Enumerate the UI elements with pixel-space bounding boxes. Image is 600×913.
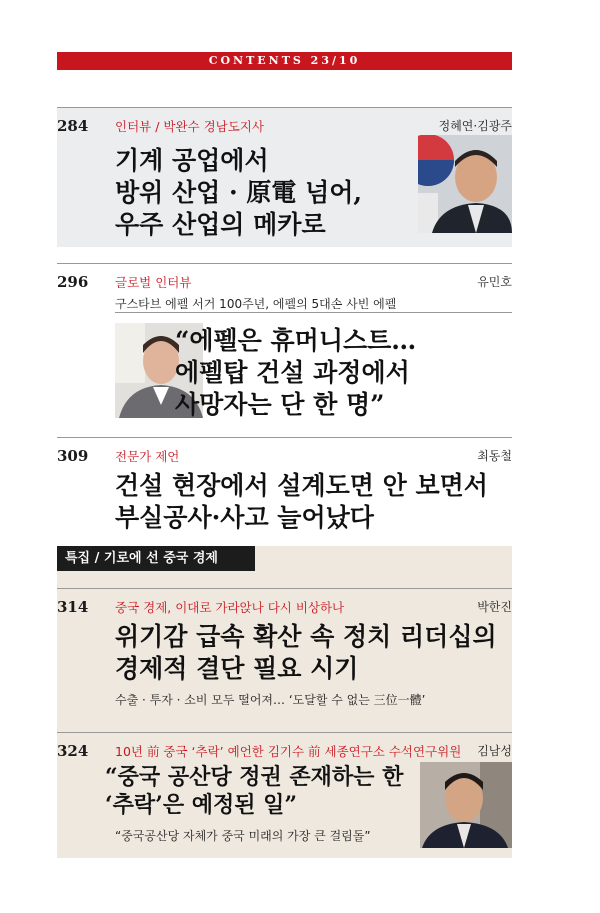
toc-entry-314[interactable] [57, 588, 512, 728]
kicker: 10년 前 중국 ‘추락’ 예언한 김기수 前 세종연구소 수석연구위원 [115, 744, 462, 759]
page-number: 324 [57, 742, 89, 760]
toc-entry-296[interactable] [57, 263, 512, 433]
headline-line: 경제적 결단 필요 시기 [115, 654, 359, 683]
headline-line: 사망자는 단 한 명” [175, 390, 385, 419]
portrait-photo [420, 762, 512, 848]
headline [105, 763, 403, 819]
author: 유민호 [477, 275, 512, 289]
author: 박한진 [477, 600, 512, 614]
page-number: 296 [57, 273, 89, 291]
divider [57, 263, 512, 264]
headline-line: 부실공사·사고 늘어났다 [115, 503, 374, 532]
subtitle: 수출 · 투자 · 소비 모두 떨어져… ‘도달할 수 없는 三位一體’ [115, 693, 426, 707]
subtitle: “중국공산당 자체가 중국 미래의 가장 큰 걸림돌” [115, 829, 371, 843]
headline-line: 위기감 급속 확산 속 정치 리더십의 [115, 622, 497, 651]
author: 최동철 [477, 449, 512, 463]
portrait-photo [418, 135, 512, 233]
headline-line: 기계 공업에서 [115, 146, 269, 175]
contents-header: CONTENTS 23/10 [57, 52, 512, 70]
headline [115, 621, 497, 685]
headline [115, 145, 362, 241]
toc-entry-324[interactable] [57, 732, 512, 862]
special-section-label: 특집 / 기로에 선 중국 경제 [57, 546, 255, 571]
subtitle: 구스타브 에펠 서거 100주년, 에펠의 5대손 사빈 에펠 [115, 297, 397, 311]
author: 김남성 [477, 744, 512, 758]
kicker: 중국 경제, 이대로 가라앉나 다시 비상하나 [115, 600, 345, 615]
headline-line: 우주 산업의 메카로 [115, 210, 326, 239]
headline-line: 건설 현장에서 설계도면 안 보면서 [115, 471, 488, 500]
toc-entry-284[interactable] [57, 107, 512, 247]
divider [57, 588, 512, 589]
author: 정혜연·김광주 [438, 119, 512, 133]
page-number: 309 [57, 447, 89, 465]
toc-entry-309[interactable] [57, 437, 512, 537]
page-number: 314 [57, 598, 89, 616]
divider [57, 732, 512, 733]
kicker: 전문가 제언 [115, 449, 180, 464]
divider [115, 312, 512, 313]
divider [57, 437, 512, 438]
headline-line: 에펠탑 건설 과정에서 [175, 358, 410, 387]
headline-line: ‘추락’은 예정된 일” [105, 792, 298, 818]
headline [115, 470, 488, 534]
headline-line: “에펠은 휴머니스트… [175, 326, 417, 355]
headline [175, 325, 416, 421]
divider [57, 107, 512, 108]
headline-line: 방위 산업 · 原電 넘어, [115, 178, 363, 207]
page-number: 284 [57, 117, 89, 135]
kicker: 글로벌 인터뷰 [115, 275, 192, 290]
kicker: 인터뷰 / 박완수 경남도지사 [115, 119, 264, 134]
headline-line: “중국 공산당 정권 존재하는 한 [105, 764, 404, 790]
